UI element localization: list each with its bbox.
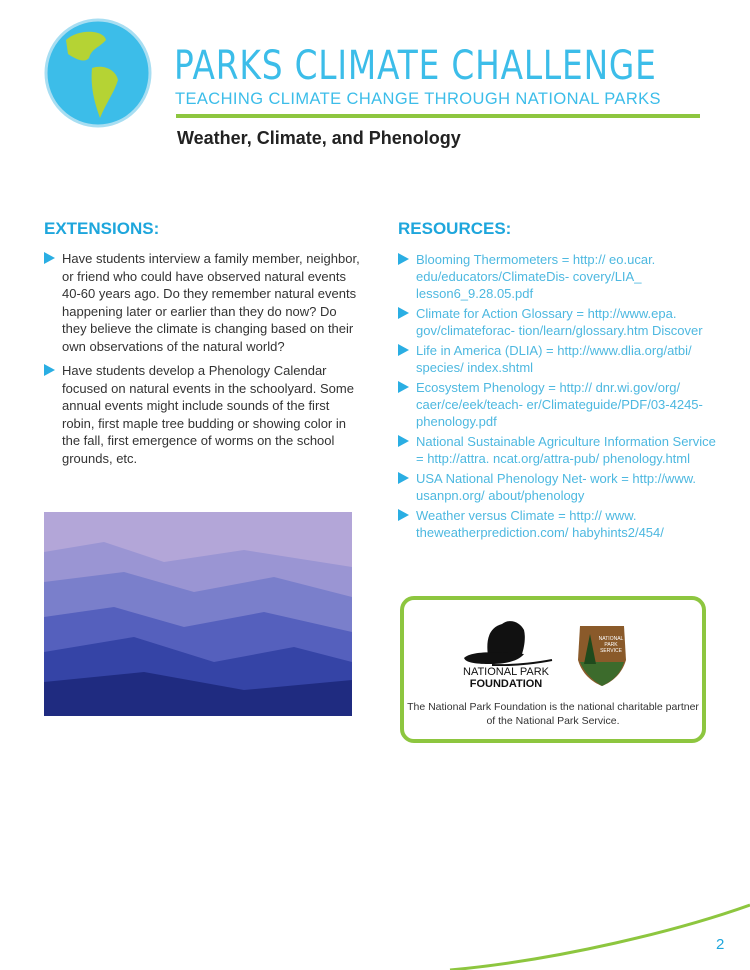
bullet-arrow-icon: [398, 435, 409, 447]
link-text[interactable]: Blooming Thermometers = http:// eo.ucar. edu/educators/ClimateDis- covery/LIA_ lesson6_9.28.05.pdf: [416, 252, 656, 301]
brand-subtitle: TEACHING CLIMATE CHANGE THROUGH NATIONAL PARKS: [175, 90, 661, 108]
brand-title: PARKS CLIMATE CHALLENGE: [174, 43, 657, 89]
page-number: 2: [716, 936, 725, 953]
resources-heading: RESOURCES:: [398, 219, 512, 238]
section-title: Weather, Climate, and Phenology: [177, 128, 461, 148]
link-text[interactable]: USA National Phenology Net- work = http://www. usanpn.org/ about/phenology: [416, 471, 696, 503]
header-rule: [176, 114, 700, 118]
bullet-arrow-icon: [398, 509, 409, 521]
link-text[interactable]: Ecosystem Phenology = http:// dnr.wi.gov/org/ caer/ce/eek/teach- er/Climateguide/PDF/03-4245- phenology.pdf: [416, 380, 703, 429]
bullet-arrow-icon: [44, 364, 55, 376]
resource-link[interactable]: [398, 305, 720, 339]
link-text[interactable]: Weather versus Climate = http:// www. theweatherprediction.com/ habyhints2/454/: [416, 508, 664, 540]
resources-list: [398, 251, 720, 544]
mountain-photo: [44, 512, 352, 716]
link-text[interactable]: National Sustainable Agriculture Information Service = http://attra. ncat.org/attra-pub/ phenology.html: [416, 434, 716, 466]
svg-text:PARK: PARK: [604, 642, 618, 648]
link-text[interactable]: Climate for Action Glossary = http://www.epa. gov/climateforac- tion/learn/glossary.htm Discover: [416, 306, 703, 338]
resource-link[interactable]: [398, 433, 720, 467]
npf-line1: NATIONAL PARK: [463, 666, 549, 678]
bullet-arrow-icon: [398, 344, 409, 356]
partner-box: [400, 596, 706, 743]
list-item: [44, 362, 362, 467]
resource-link[interactable]: [398, 342, 720, 376]
bullet-arrow-icon: [398, 307, 409, 319]
bullet-arrow-icon: [398, 253, 409, 265]
nps-arrowhead-logo: [576, 620, 628, 688]
green-swoosh: [0, 880, 750, 970]
npf-hat-logo: [462, 616, 562, 666]
bullet-arrow-icon: [398, 381, 409, 393]
list-item: [44, 250, 362, 355]
bullet-arrow-icon: [44, 252, 55, 264]
link-text[interactable]: Life in America (DLIA) = http://www.dlia.org/atbi/ species/ index.shtml: [416, 343, 692, 375]
resource-link[interactable]: [398, 251, 720, 302]
svg-text:SERVICE: SERVICE: [600, 648, 622, 654]
resource-link[interactable]: [398, 470, 720, 504]
partner-caption: The National Park Foundation is the national charitable partner of the National Park Service.: [407, 701, 699, 727]
item-text: Have students develop a Phenology Calendar focused on natural events in the schoolyard. Some annual events might include sounds of the first robin, first maple tree budding or showing color in the fall, first emergence of worms on the school grounds, etc.: [62, 363, 354, 466]
globe-logo: [44, 18, 152, 128]
resource-link[interactable]: [398, 507, 720, 541]
npf-wordmark: [456, 666, 556, 690]
resource-link[interactable]: [398, 379, 720, 430]
bullet-arrow-icon: [398, 472, 409, 484]
extensions-heading: EXTENSIONS:: [44, 219, 160, 238]
npf-line2: FOUNDATION: [469, 678, 543, 690]
svg-text:NATIONAL: NATIONAL: [598, 636, 624, 642]
item-text: Have students interview a family member, neighbor, or friend who could have observed natural events 40-60 years ago. Do they remember natural events happening later or earlier than they do now? Do they believe the climate is changing based on their own observations of the natural world?: [62, 251, 360, 354]
extensions-list: [44, 250, 362, 474]
